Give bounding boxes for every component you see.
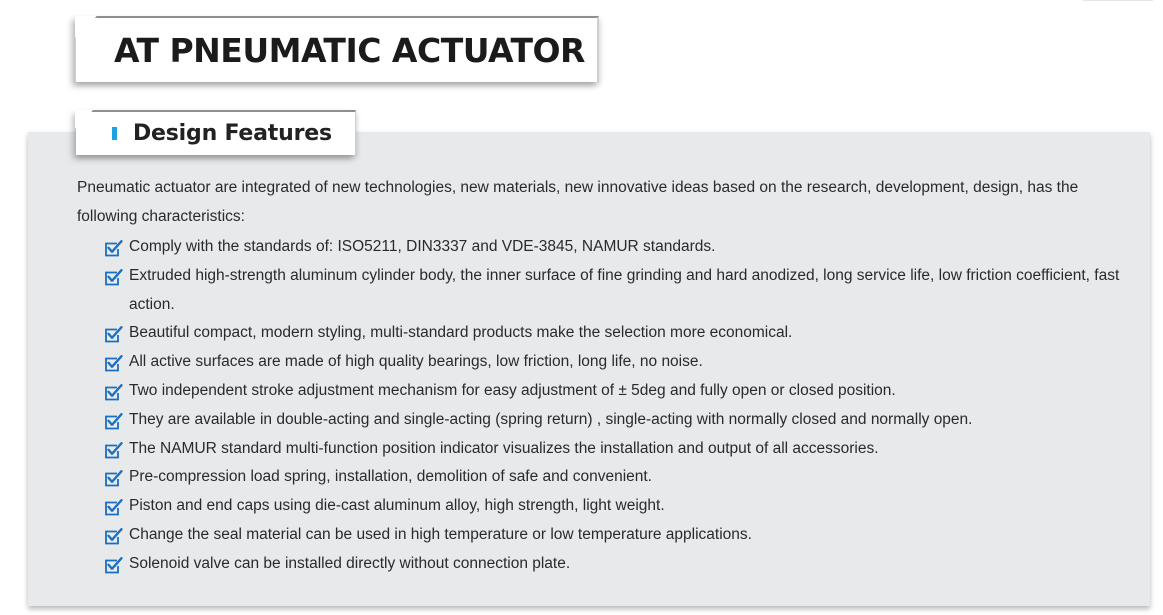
- feature-text: Piston and end caps using die-cast aluminum alloy, high strength, light weight.: [129, 497, 665, 515]
- checkbox-check-icon: [104, 355, 123, 372]
- feature-item: [104, 233, 1144, 262]
- checkbox-check-icon: [104, 442, 123, 459]
- intro-paragraph: Pneumatic actuator are integrated of new technologies, new materials, new innovative ideas based on the research, development, design, has the following characteristics:: [77, 179, 1079, 225]
- feature-item: [104, 463, 1144, 492]
- feature-text: Extruded high-strength aluminum cylinder body, the inner surface of fine grinding and hard anodized, long service life, low friction coefficient, fast action.: [129, 266, 1120, 313]
- section-tab: [76, 110, 356, 155]
- checkbox-check-icon: [104, 557, 123, 574]
- feature-item: [104, 262, 1144, 320]
- section-title: Design Features: [133, 121, 332, 146]
- feature-item: [104, 319, 1144, 348]
- checkbox-check-icon: [104, 240, 123, 257]
- feature-text: Solenoid valve can be installed directly without connection plate.: [129, 554, 571, 572]
- checkbox-check-icon: [104, 499, 123, 516]
- feature-text: The NAMUR standard multi-function position indicator visualizes the installation and output of all accessories.: [129, 439, 879, 457]
- feature-item: [104, 521, 1144, 550]
- checkbox-check-icon: [104, 326, 123, 343]
- feature-text: All active surfaces are made of high quality bearings, low friction, long life, no noise.: [129, 353, 703, 371]
- feature-item: [104, 492, 1144, 521]
- feature-text: Pre-compression load spring, installation, demolition of safe and convenient.: [129, 468, 652, 486]
- checkbox-check-icon: [104, 470, 123, 487]
- feature-item: [104, 550, 1144, 579]
- feature-text: Beautiful compact, modern styling, multi-standard products make the selection more economical.: [129, 324, 793, 342]
- feature-item: [104, 406, 1144, 435]
- checkbox-check-icon: [104, 384, 123, 401]
- feature-text: Two independent stroke adjustment mechanism for easy adjustment of ± 5deg and fully open or closed position.: [129, 381, 896, 399]
- top-divider: [1083, 0, 1153, 1]
- feature-item: [104, 435, 1144, 464]
- checkbox-check-icon: [104, 269, 123, 286]
- feature-text: Change the seal material can be used in high temperature or low temperature applications.: [129, 525, 752, 543]
- feature-item: [104, 377, 1144, 406]
- section-marker: [112, 127, 117, 140]
- feature-text: Comply with the standards of: ISO5211, DIN3337 and VDE-3845, NAMUR standards.: [129, 238, 716, 255]
- checkbox-check-icon: [104, 413, 123, 430]
- feature-list: [104, 233, 1144, 579]
- checkbox-check-icon: [104, 528, 123, 545]
- page-title: AT PNEUMATIC ACTUATOR: [114, 30, 585, 70]
- feature-text: They are available in double-acting and single-acting (spring return) , single-acting with normally closed and normally open.: [129, 410, 973, 428]
- title-tab: [75, 16, 599, 82]
- feature-item: [104, 348, 1144, 377]
